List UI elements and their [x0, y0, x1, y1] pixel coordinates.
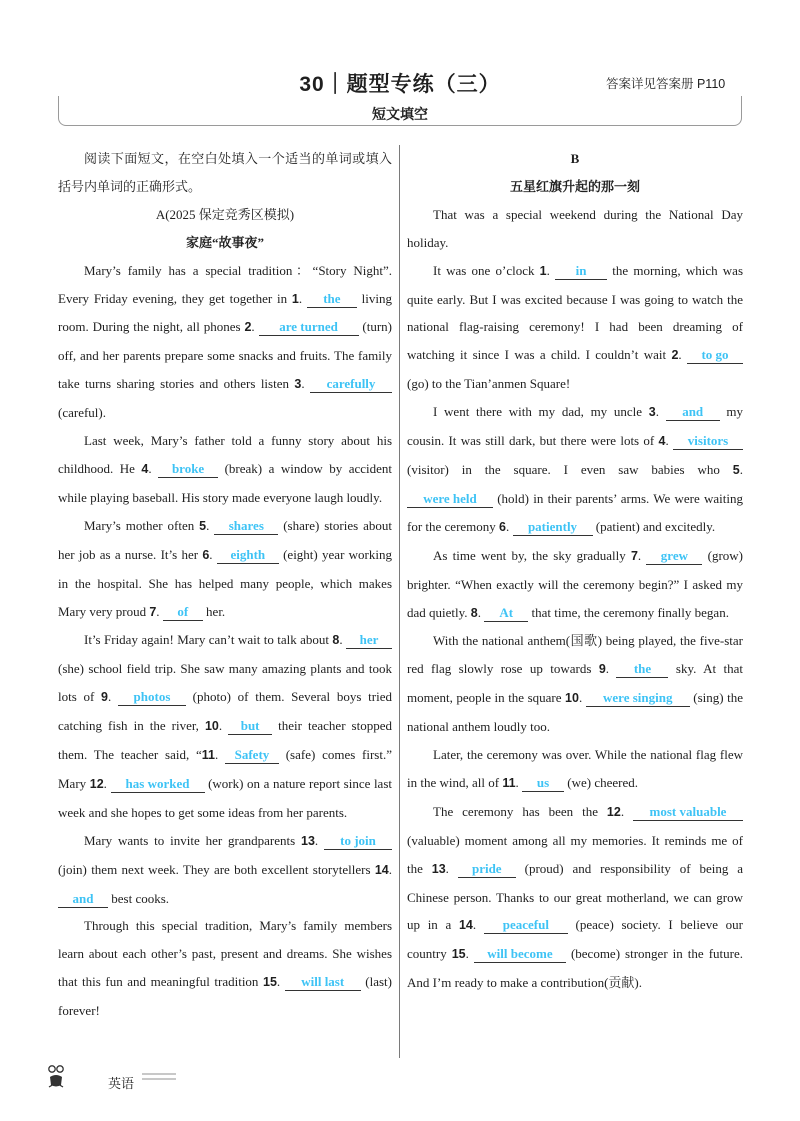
answer-b-14: peaceful [484, 917, 568, 934]
mascot-icon [46, 1064, 66, 1090]
passage-a-paragraph: Mary’s mother often 5. shares (share) stories about her job as a nurse. It’s her 6. eighth (eight) year working in the hospital. She has helped many people, which makes Mary very proud 7. of her. [58, 517, 392, 619]
passage-a-paragraph: Mary’s family has a special tradition：“Story Night”. Every Friday evening, they get together in 1. the living room. During the night, all phones 2. are turned (turn) off, and her parents prepare some snacks and fruits. The family take turns sharing stories and others listen 3. carefully (careful). [58, 262, 392, 421]
passage-b-paragraph: As time went by, the sky gradually 7. grew (grow) brighter. “When exactly will the ceremony begin?” I asked my dad quietly. 8. At that time, the ceremony finally began. [407, 547, 744, 620]
answer-b-3: and [666, 404, 720, 421]
passage-a [58, 145, 392, 1025]
passage-a-paragraph: It’s Friday again! Mary can’t wait to talk about 8. her (she) school field trip. She saw many amazing plants and took lots of 9. photos (photo) of them. Several boys tried catching fish in the river, 10. but their teacher stopped them. The teacher said, “11. Safety (safe) comes first.” Mary 12. has worked (work) on a nature report since last week and she hopes to get some ideas from her parents. [58, 632, 393, 820]
answer-b-8: At [484, 605, 528, 622]
footer-decoration [142, 1072, 178, 1084]
answer-a-4: broke [158, 461, 218, 478]
answer-a-12: has worked [111, 776, 205, 793]
section-title: 短文填空 [372, 106, 428, 122]
answer-b-13: pride [458, 861, 516, 878]
passage-b-paragraph: The ceremony has been the 12. most valuable (valuable) moment among all my memories. It reminds me of the 13. pride (proud) and responsibility of being a Chinese person. Thanks to our great motherland, we can grow up in a 14. peaceful (peace) society. I believe our country 15. will become (become) stronger in the future. And I’m ready to make a contribution(贡献). [407, 803, 743, 991]
passage-a-paragraph: Through this special tradition, Mary’s family members learn about each other’s past, present and dreams. She wishes that this fun and meaningful tradition 15. will last (last) forever! [58, 918, 392, 1019]
passage-b [407, 145, 743, 997]
passage-b-paragraph: Later, the ceremony was over. While the national flag flew in the wind, all of 11. us (we) cheered. [407, 747, 743, 790]
answer-b-1: in [555, 263, 607, 280]
answer-a-14: and [58, 891, 108, 908]
answer-a-6: eighth [217, 547, 279, 564]
answer-a-2: are turned [259, 319, 359, 336]
passage-a-paragraph: Mary wants to invite her grandparents 13. to join (join) them next week. They are both excellent storytellers 14. and best cooks. [58, 832, 392, 906]
page-title: 30｜题型专练（三） [299, 73, 501, 96]
passage-a-title: 家庭“故事夜” [185, 234, 264, 250]
answer-a-11: Safety [225, 747, 279, 764]
answer-b-5: were held [407, 491, 493, 508]
answer-b-15: will become [474, 946, 566, 963]
answer-a-7: of [163, 604, 203, 621]
answer-a-1: the [307, 291, 357, 308]
answer-a-3: carefully [310, 376, 392, 393]
answer-a-10: but [228, 718, 272, 735]
passage-b-label: B [570, 151, 580, 166]
answer-a-5: shares [214, 518, 278, 535]
answer-a-8: her [346, 632, 392, 649]
footer-subject: 英语 [108, 1076, 135, 1091]
answer-b-7: grew [646, 548, 702, 565]
answer-b-6: patiently [513, 519, 593, 536]
passage-b-paragraph: That was a special weekend during the National Day holiday. [407, 206, 743, 250]
instructions: 阅读下面短文，在空白处填入一个适当的单词或填入括号内单词的正确形式。 [58, 151, 392, 194]
answer-a-15: will last [285, 974, 361, 991]
passage-b-paragraph: With the national anthem(国歌) being played, the five-star red flag slowly rose up towards 9. the sky. At that moment, people in the square 10. were singing (sing) the national anthem loudly too. [407, 633, 743, 735]
passage-b-paragraph: It was one o’clock 1. in the morning, which was quite early. But I was excited because I was going to watch the national flag-raising ceremony! I had been dreaming of watching it since I was a child. I couldn’t wait 2. to go (go) to the Tian’anmen Square! [407, 262, 744, 392]
answer-b-12: most valuable [633, 804, 743, 821]
answer-b-9: the [616, 661, 668, 678]
answer-b-10: were singing [586, 690, 690, 707]
answer-a-9: photos [118, 689, 186, 706]
passage-a-label: A(2025 保定竞秀区模拟) [155, 206, 295, 222]
passage-b-paragraph: I went there with my dad, my uncle 3. and my cousin. It was still dark, but there were lots of 4. visitors (visitor) in the square. I even saw babies who 5. were held (hold) in their parents’ arms. We were waiting for the ceremony 6. patiently (patient) and excitedly. [407, 404, 743, 534]
passage-b-title: 五星红旗升起的那一刻 [509, 178, 640, 194]
answer-b-11: us [522, 775, 564, 792]
column-divider [399, 145, 400, 1058]
passage-a-paragraph: Last week, Mary’s father told a funny story about his childhood. He 4. broke (break) a window by accident while playing baseball. His story made everyone laugh loudly. [58, 433, 392, 505]
answer-reference: 答案详见答案册 P110 [606, 77, 726, 91]
answer-a-13: to join [324, 833, 392, 850]
answer-b-2: to go [687, 347, 743, 364]
answer-b-4: visitors [673, 433, 743, 450]
